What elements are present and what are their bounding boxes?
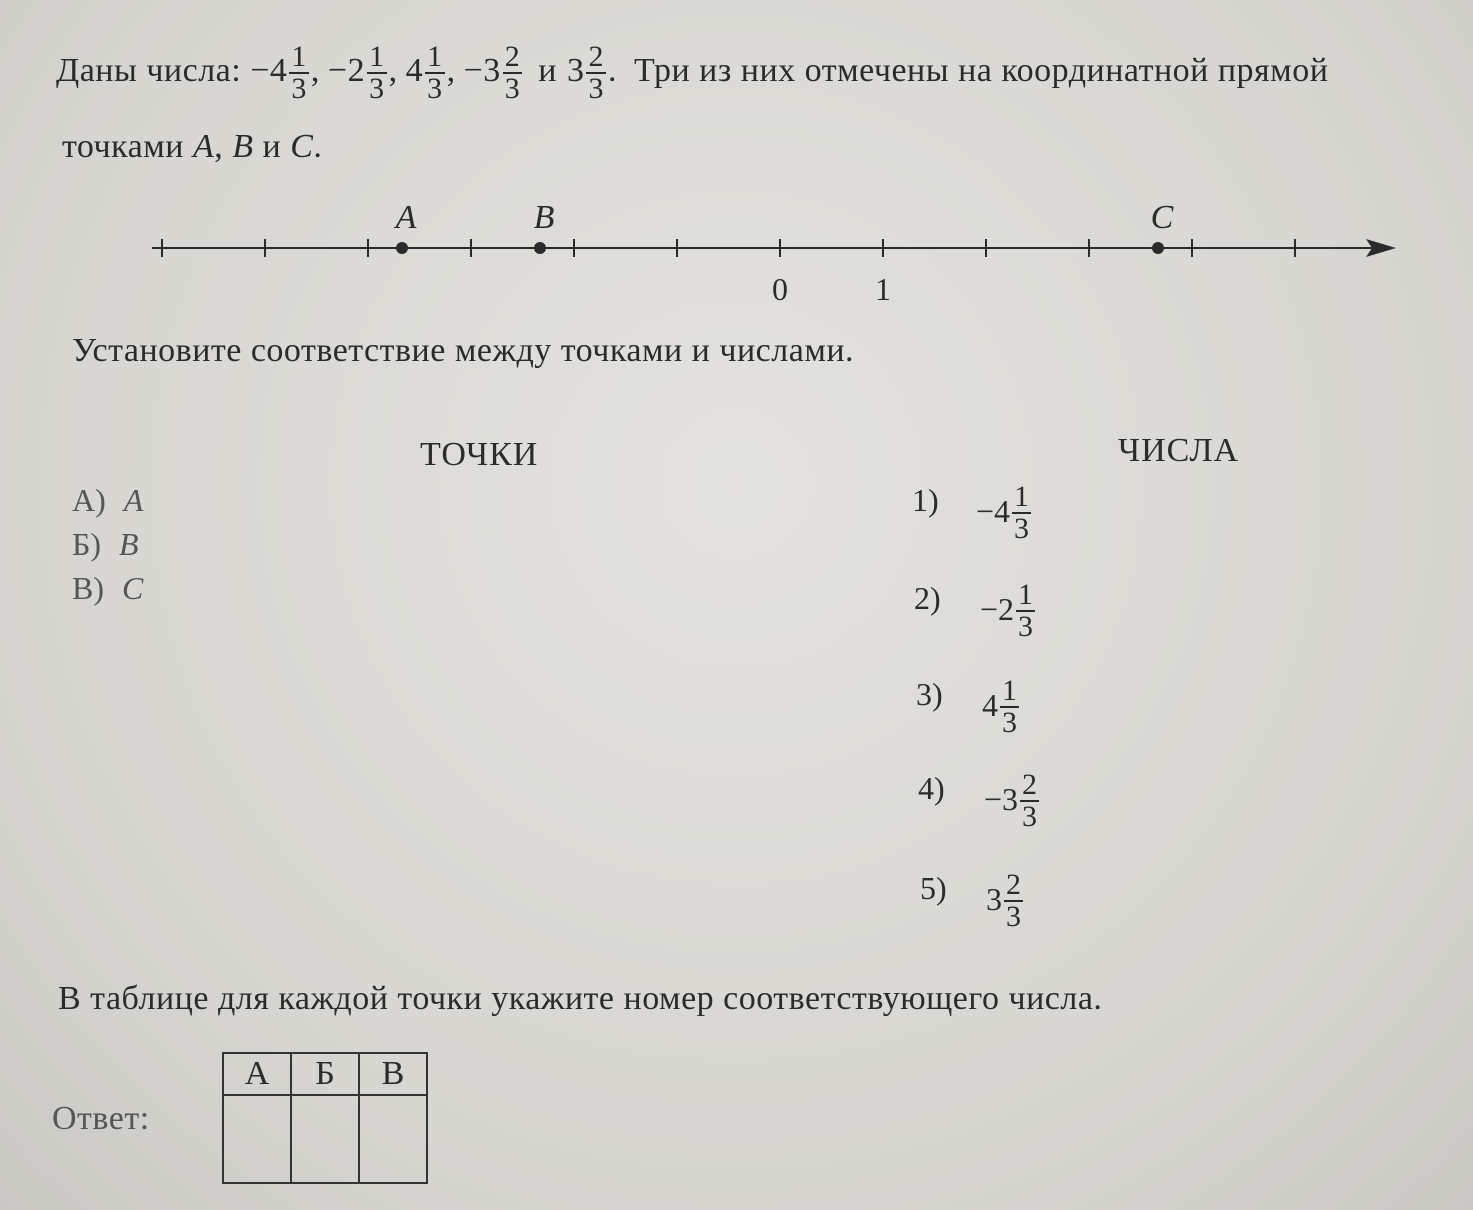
number-marker-5: 5) [920,870,947,906]
table-instruction: В таблице для каждой точки укажите номер соответствующего числа. [58,980,1103,1017]
line2-conj: и [262,128,282,165]
given-number-4 [463,40,525,105]
number-option-expr-5-numerator: 2 [1006,868,1021,901]
number-marker-1: 1) [912,482,939,518]
number-option-expr-5-fraction [1004,870,1023,932]
problem-line-1 [56,40,1329,105]
number-option-expr-3-fraction [1000,676,1019,738]
given-number-1 [250,40,311,105]
point-marker: Б) [72,526,102,562]
given-number-1-fraction [289,42,309,104]
given-number-4-fraction [503,42,523,104]
number-option-expr-4-denominator: 3 [1022,800,1038,833]
number-option-expr-5-denominator: 3 [1006,900,1021,933]
number-marker-2: 2) [914,580,941,616]
given-numbers [250,40,625,105]
point-a-dot [396,242,408,254]
number-option-expr-3 [982,674,1021,739]
point-c-label: C [1150,199,1174,236]
given-sep-2: , [388,52,398,89]
numbers-heading: ЧИСЛА [1118,432,1240,469]
number-option-expr-2-fraction [1016,580,1035,642]
points-list-item [72,570,143,607]
points-heading: ТОЧКИ [420,436,539,473]
point-marker: В) [72,570,104,606]
number-option-expr-3-numerator: 1 [1002,674,1017,707]
answer-label: Ответ: [52,1100,150,1137]
given-number-5-numerator: 2 [588,40,604,73]
answer-cell-b[interactable] [291,1095,359,1183]
point-b-dot [534,242,546,254]
tick-label-0: 0 [772,271,788,307]
given-number-3 [405,40,447,105]
given-conj: и [538,52,557,89]
number-option-expr-2-whole: −2 [980,590,1015,627]
intro-label: Даны числа: [56,52,242,89]
line2-end: . [313,128,323,165]
answer-header-b: Б [291,1053,359,1095]
given-number-5-whole: 3 [566,52,585,89]
answer-header-row [223,1053,427,1095]
answer-cell-v[interactable] [359,1095,427,1183]
number-option-expr-4-numerator: 2 [1022,768,1038,801]
point-c-dot [1152,242,1164,254]
given-number-5-fraction [586,42,606,104]
answer-table [222,1052,428,1184]
line2-point-a: A [192,128,215,165]
number-option-expr-2 [980,578,1037,643]
number-option-4 [984,768,1041,833]
number-line [0,190,1473,310]
number-option-expr-5 [986,868,1025,933]
line2-sep-1: , [214,128,224,165]
number-option-expr-1-denominator: 3 [1014,512,1030,545]
points-list-item [72,526,139,563]
point-label: C [122,570,144,606]
number-option-2 [980,578,1037,643]
given-number-2-numerator: 1 [369,40,385,73]
instruction: Установите соответствие между точками и числами. [72,332,855,369]
given-number-4-numerator: 2 [504,40,521,73]
number-option-expr-1-fraction [1012,482,1031,544]
answer-cell-a[interactable] [223,1095,291,1183]
point-marker: А) [72,482,106,518]
problem-line-2 [62,128,322,166]
point-a-label: A [395,199,417,236]
points-list-item [72,482,143,519]
given-number-3-fraction [425,42,445,104]
line2-prefix: точками [62,128,184,165]
number-option-expr-4-whole: −3 [984,780,1019,817]
tick-label-1: 1 [875,271,891,307]
number-option-expr-1-numerator: 1 [1014,480,1030,513]
number-option-3 [982,674,1021,739]
number-option-expr-5-whole: 3 [986,880,1002,917]
number-marker-3: 3) [916,676,943,712]
given-number-1-denominator: 3 [291,72,307,105]
given-number-2-fraction [367,42,387,104]
number-option-expr-2-numerator: 1 [1018,578,1034,611]
number-option-5 [986,868,1025,933]
point-label: A [123,482,144,518]
given-number-3-whole: 4 [405,52,424,89]
number-option-expr-2-denominator: 3 [1018,610,1034,643]
given-number-1-numerator: 1 [291,40,307,73]
number-marker-4: 4) [918,770,945,806]
line2-point-b: B [232,128,254,165]
answer-input-row [223,1095,427,1183]
given-number-3-denominator: 3 [427,72,443,105]
given-number-1-whole: −4 [250,52,288,89]
number-option-1 [976,480,1033,545]
answer-header-a: А [223,1053,291,1095]
line1-rest: Три из них отмечены на координатной прямой [633,52,1329,89]
given-sep-3: , [446,52,456,89]
given-number-5-denominator: 3 [588,72,604,105]
given-number-5 [566,40,608,105]
answer-header-v: В [359,1053,427,1095]
given-sep-1: , [310,52,320,89]
number-option-expr-3-whole: 4 [982,686,998,723]
given-number-2-denominator: 3 [369,72,385,105]
point-label: B [119,526,139,562]
answer-table-wrap [222,1052,428,1184]
given-number-2 [327,40,389,105]
given-sep-5: . [607,52,617,89]
point-b-label: B [533,199,555,236]
line2-point-c: C [290,128,314,165]
given-number-3-numerator: 1 [427,40,443,73]
number-option-expr-1-whole: −4 [976,492,1011,529]
given-number-4-whole: −3 [463,52,501,89]
given-number-4-denominator: 3 [504,72,521,105]
number-option-expr-1 [976,480,1033,545]
given-number-2-whole: −2 [327,52,366,89]
number-option-expr-4 [984,768,1041,833]
number-option-expr-4-fraction [1020,770,1039,832]
number-option-expr-3-denominator: 3 [1002,706,1017,739]
